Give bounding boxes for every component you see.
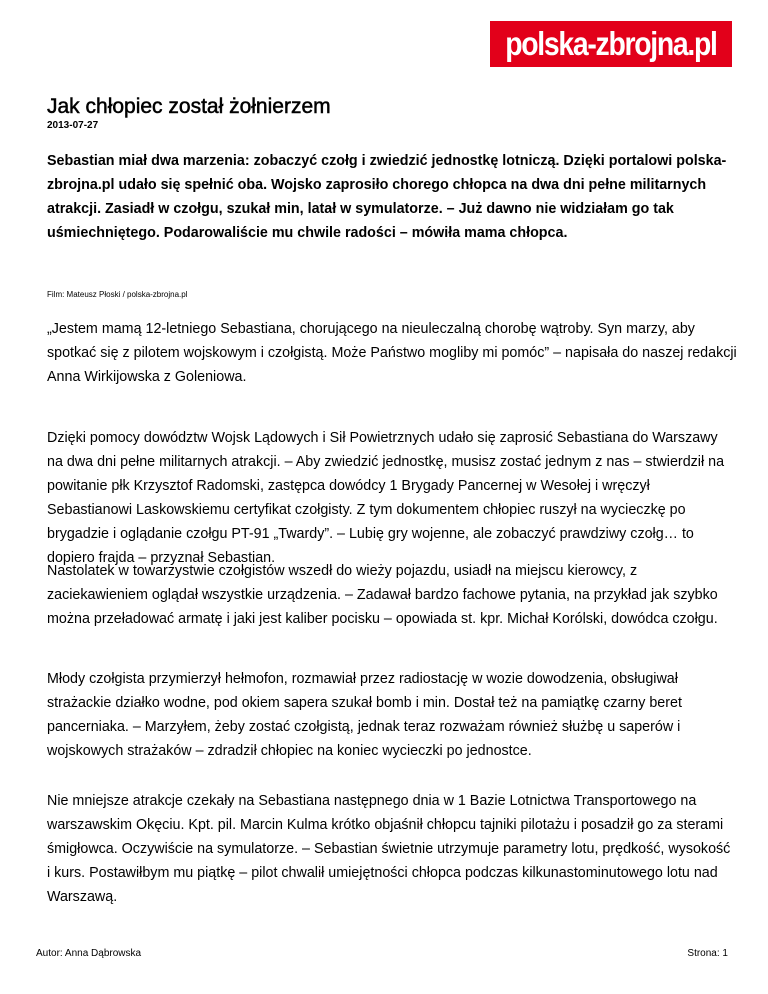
article-paragraph-1: „Jestem mamą 12-letniego Sebastiana, chorującego na nieuleczalną chorobę wątroby. Syn marzy, aby spotkać się z pilotem wojskowym i czołgistą. Może Państwo mogliby mi pomóc” – napisała do naszej redakcji Anna Wirkijowska z Goleniowa. (47, 321, 737, 385)
site-logo[interactable] (490, 21, 732, 67)
article-lead: Sebastian miał dwa marzenia: zobaczyć czołg i zwiedzić jednostkę lotniczą. Dzięki portalowi polska-zbrojna.pl udało się spełnić oba. Wojsko zaprosiło chorego chłopca na dwa dni pełne militarnych atrakcji. Zasiadł w czołgu, szukał min, latał w symulatorze. – Już dawno nie widziałam go tak uśmiechniętego. Podarowaliście mu chwile radości – mówiła mama chłopca. (47, 153, 727, 241)
article-date: 2013-07-27 (47, 120, 99, 131)
footer-author: Autor: Anna Dąbrowska (36, 948, 142, 959)
article-title: Jak chłopiec został żołnierzem (47, 95, 331, 118)
article-paragraph-3: Nastolatek w towarzystwie czołgistów wszedł do wieży pojazdu, usiadł na miejscu kierowcy, z zaciekawieniem oglądał wszystkie urządzenia. – Zadawał bardzo fachowe pytania, na przykład jak szybko można przeładować armatę i jaki jest kaliber pocisku – opowiada st. kpr. Michał Korólski, dowódca czołgu. (47, 563, 718, 627)
site-logo-text: polska-zbrojna.pl (505, 25, 717, 62)
article-paragraph-4: Młody czołgista przymierzył hełmofon, rozmawiał przez radiostację w wozie dowodzenia, obsługiwał strażackie działko wodne, pod okiem sapera szukał bomb i min. Dostał też na pamiątkę czarny beret pancerniaka. – Marzyłem, żeby zostać czołgistą, jednak teraz rozważam również służbę u saperów i wojskowych strażaków – zdradził chłopiec na koniec wycieczki po jednostce. (47, 671, 682, 759)
article-paragraph-2: Dzięki pomocy dowództw Wojsk Lądowych i Sił Powietrznych udało się zaprosić Sebastiana do Warszawy na dwa dni pełne militarnych atrakcji. – Aby zwiedzić jednostkę, musisz zostać jednym z nas – stwierdził na powitanie płk Krzysztof Radomski, zastępca dowódcy 1 Brygady Pancernej w Wesołej i wręczył Sebastianowi Laskowskiemu certyfikat czołgisty. Z tym dokumentem chłopiec ruszył na wycieczkę po brygadzie i oglądanie czołgu PT-91 „Twardy”. – Lubię gry wojenne, ale zobaczyć prawdziwy czołg… to dopiero frajda – przyznał Sebastian. (47, 430, 725, 566)
article-paragraph-5: Nie mniejsze atrakcje czekały na Sebastiana następnego dnia w 1 Bazie Lotnictwa Transportowego na warszawskim Okęciu. Kpt. pil. Marcin Kulma krótko objaśnił chłopcu tajniki pilotażu i posadził go za sterami śmigłowca. Oczywiście na symulatorze. – Sebastian świetnie utrzymuje parametry lotu, prędkość, wysokość i kurs. Postawiłbym mu piątkę – pilot chwalił umiejętności chłopca podczas kilkunastominutowego lotu nad Warszawą. (47, 793, 731, 905)
footer-page-number: Strona: 1 (687, 948, 728, 959)
film-caption: Film: Mateusz Płoski / polska-zbrojna.pl (47, 290, 188, 299)
